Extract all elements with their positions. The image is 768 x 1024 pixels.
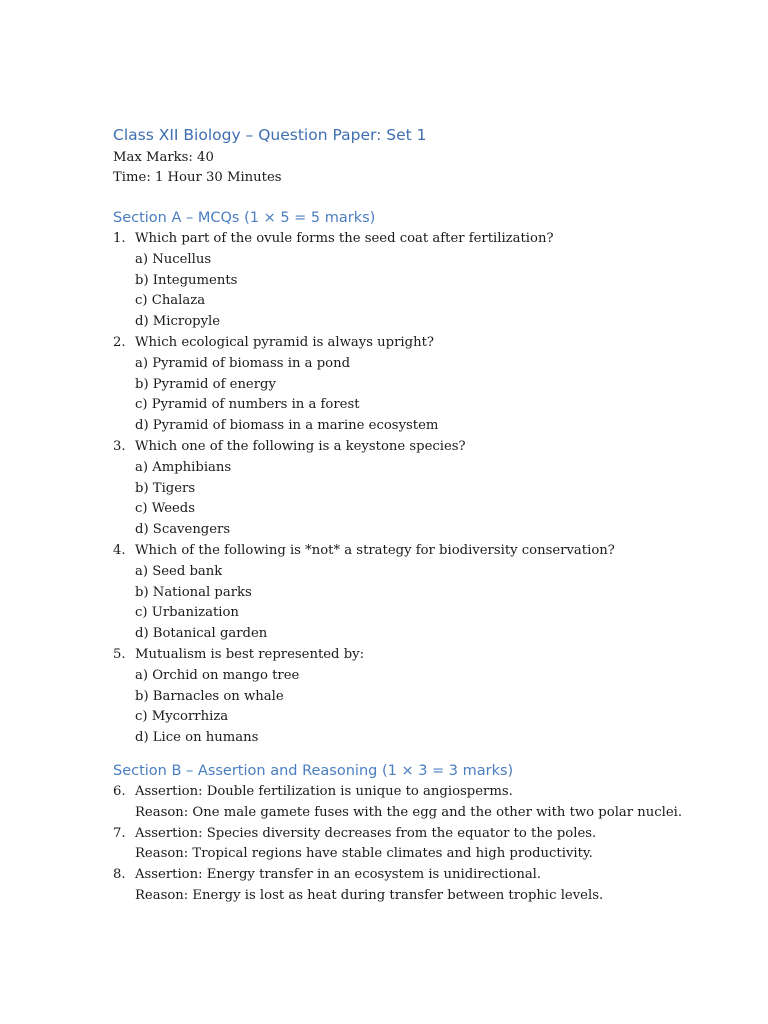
mcq-question <box>113 437 713 541</box>
assertion-reason-question <box>113 824 713 866</box>
question-text: Mutualism is best represented by: <box>135 646 365 662</box>
assertion-text: Assertion: Species diversity decreases from the equator to the poles. <box>135 825 597 841</box>
section-a-questions <box>113 229 713 749</box>
mcq-option: c) Urbanization <box>135 605 239 621</box>
max-marks: Max Marks: 40 <box>113 150 214 165</box>
mcq-question <box>113 541 713 645</box>
question-number: 3. <box>113 438 126 454</box>
mcq-option: d) Micropyle <box>135 314 221 330</box>
reason-text: Reason: One male gamete fuses with the egg and the other with two polar nuclei. <box>135 804 683 820</box>
question-text: Which ecological pyramid is always upright? <box>135 334 434 350</box>
reason-text: Reason: Energy is lost as heat during transfer between trophic levels. <box>135 887 604 903</box>
mcq-option: d) Lice on humans <box>135 730 259 746</box>
mcq-question <box>113 333 713 437</box>
section-b-questions <box>113 782 713 907</box>
question-number: 4. <box>113 542 126 558</box>
question-text: Which part of the ovule forms the seed coat after fertilization? <box>135 231 554 246</box>
mcq-option: c) Chalaza <box>135 293 206 309</box>
mcq-option: c) Mycorrhiza <box>135 709 229 725</box>
section-b-heading: Section B – Assertion and Reasoning (1 × 3 = 3 marks) <box>113 762 514 779</box>
question-number: 6. <box>113 783 126 799</box>
reason-text: Reason: Tropical regions have stable climates and high productivity. <box>135 846 593 862</box>
mcq-question <box>113 229 713 333</box>
assertion-text: Assertion: Double fertilization is unique to angiosperms. <box>135 783 513 799</box>
question-number: 1. <box>113 231 126 246</box>
mcq-option: c) Pyramid of numbers in a forest <box>135 397 360 413</box>
mcq-option: d) Pyramid of biomass in a marine ecosystem <box>135 418 439 434</box>
time-allowed: Time: 1 Hour 30 Minutes <box>113 170 282 185</box>
question-number: 7. <box>113 825 126 841</box>
mcq-option: a) Seed bank <box>135 563 223 579</box>
mcq-option: a) Nucellus <box>135 251 212 267</box>
mcq-option: b) Barnacles on whale <box>135 688 284 704</box>
question-number: 2. <box>113 334 126 350</box>
mcq-option: b) Integuments <box>135 272 238 288</box>
question-text: Which one of the following is a keystone species? <box>135 438 466 454</box>
question-text: Which of the following is *not* a strategy for biodiversity conservation? <box>135 542 615 558</box>
assertion-text: Assertion: Energy transfer in an ecosystem is unidirectional. <box>135 867 542 883</box>
mcq-option: d) Botanical garden <box>135 626 268 642</box>
mcq-option: a) Amphibians <box>135 459 232 475</box>
mcq-option: b) National parks <box>135 584 252 600</box>
mcq-question <box>113 645 713 749</box>
paper-title: Class XII Biology – Question Paper: Set 1 <box>113 126 427 144</box>
question-paper <box>113 124 713 907</box>
question-number: 5. <box>113 646 126 662</box>
mcq-option: c) Weeds <box>135 501 196 517</box>
mcq-option: b) Pyramid of energy <box>135 376 276 392</box>
mcq-option: a) Orchid on mango tree <box>135 667 300 683</box>
mcq-option: d) Scavengers <box>135 522 231 538</box>
assertion-reason-question <box>113 865 713 907</box>
question-number: 8. <box>113 867 126 883</box>
mcq-option: b) Tigers <box>135 480 196 496</box>
section-a-heading: Section A – MCQs (1 × 5 = 5 marks) <box>113 210 376 226</box>
assertion-reason-question <box>113 782 713 824</box>
mcq-option: a) Pyramid of biomass in a pond <box>135 355 351 371</box>
